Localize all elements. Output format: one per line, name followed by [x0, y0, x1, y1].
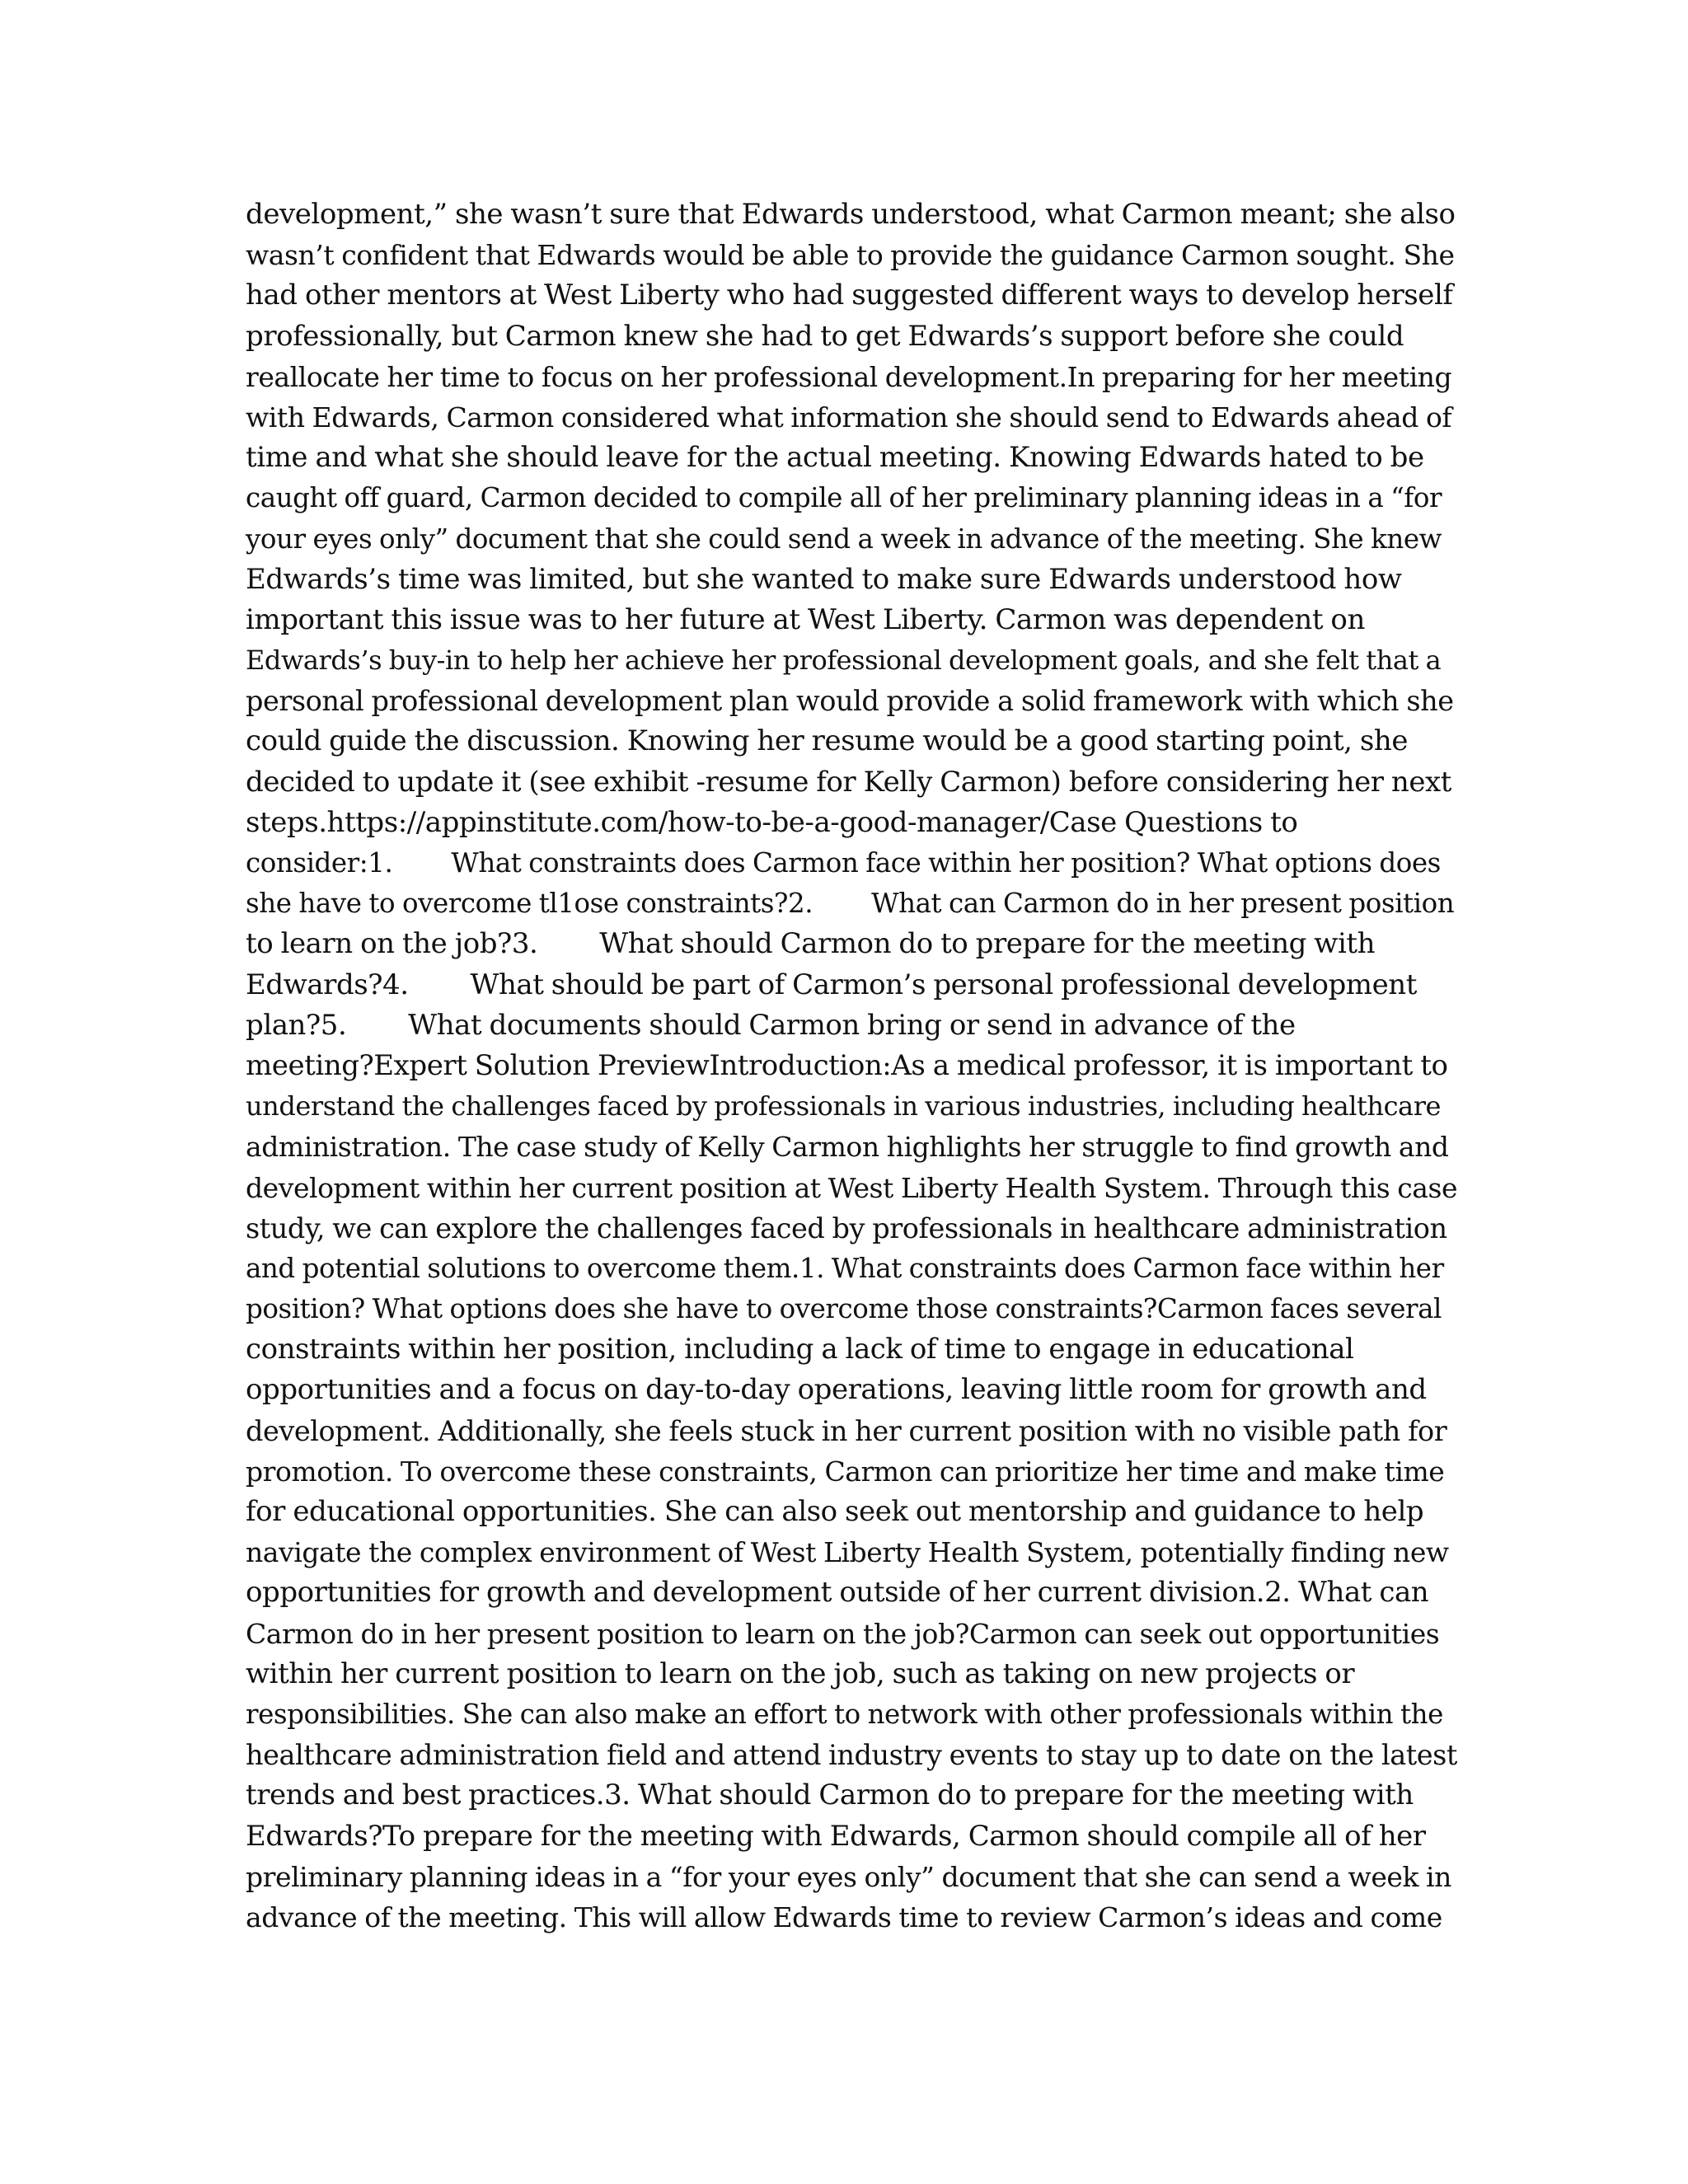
text-line: constraints within her position, including a lack of time to engage in educational — [246, 1333, 1354, 1366]
text-line: plan?5. What documents should Carmon bring or send in advance of the — [246, 1008, 1296, 1042]
text-line: healthcare administration field and attend industry events to stay up to date on the latest — [246, 1739, 1457, 1772]
text-line: to learn on the job?3. What should Carmon do to prepare for the meeting with — [246, 927, 1376, 961]
text-line: time and what she should leave for the actual meeting. Knowing Edwards hated to be — [246, 441, 1424, 475]
text-line: development within her current position at West Liberty Health System. Through this case — [246, 1171, 1458, 1204]
text-line: study, we can explore the challenges faced by professionals in healthcare administration — [246, 1212, 1447, 1244]
text-line: understand the challenges faced by professionals in various industries, including healthcare — [246, 1090, 1442, 1122]
text-line: had other mentors at West Liberty who had suggested different ways to develop herself — [246, 279, 1453, 312]
text-line: position? What options does she have to overcome those constraints?Carmon faces several — [246, 1293, 1442, 1325]
text-line: Edwards’s buy-in to help her achieve her professional development goals, and she felt that a — [246, 644, 1442, 677]
text-line: for educational opportunities. She can also seek out mentorship and guidance to help — [246, 1495, 1424, 1528]
text-line: and potential solutions to overcome them.1. What constraints does Carmon face within her — [246, 1252, 1444, 1284]
text-line: with Edwards, Carmon considered what information she should send to Edwards ahead of — [246, 401, 1452, 434]
text-line: Edwards?4. What should be part of Carmon’s personal professional development — [246, 968, 1417, 1001]
text-line: development,” she wasn’t sure that Edwards understood, what Carmon meant; she also — [246, 198, 1456, 231]
text-line: trends and best practices.3. What should Carmon do to prepare for the meeting with — [246, 1779, 1414, 1812]
text-line: development. Additionally, she feels stuck in her current position with no visible path for — [246, 1414, 1447, 1447]
text-line: Edwards?To prepare for the meeting with Edwards, Carmon should compile all of her — [246, 1819, 1426, 1853]
text-line: navigate the complex environment of West Liberty Health System, potentially finding new — [246, 1536, 1449, 1569]
text-line: administration. The case study of Kelly Carmon highlights her struggle to find growth and — [246, 1131, 1449, 1164]
text-line: opportunities and a focus on day-to-day operations, leaving little room for growth and — [246, 1373, 1427, 1407]
text-line: professionally, but Carmon knew she had to get Edwards’s support before she could — [246, 319, 1404, 353]
text-line: wasn’t confident that Edwards would be able to provide the guidance Carmon sought. She — [246, 239, 1455, 272]
text-line: opportunities for growth and development outside of her current division.2. What can — [246, 1576, 1429, 1610]
text-line: consider:1. What constraints does Carmon face within her position? What options does — [246, 847, 1441, 879]
text-line: responsibilities. She can also make an effort to network with other professionals within the — [246, 1698, 1443, 1730]
text-line: personal professional development plan would provide a solid framework with which she — [246, 685, 1454, 718]
text-line: advance of the meeting. This will allow Edwards time to review Carmon’s ideas and come — [246, 1900, 1442, 1933]
text-line: Carmon do in her present position to learn on the job?Carmon can seek out opportunities — [246, 1617, 1440, 1650]
document-body — [246, 194, 1457, 1938]
text-line: within her current position to learn on the job, such as taking on new projects or — [246, 1657, 1355, 1690]
text-line: your eyes only” document that she could send a week in advance of the meeting. She knew — [246, 523, 1442, 555]
text-line: promotion. To overcome these constraints, Carmon can prioritize her time and make time — [246, 1455, 1445, 1488]
text-line: decided to update it (see exhibit -resume for Kelly Carmon) before considering her next — [246, 765, 1451, 799]
text-line: Edwards’s time was limited, but she wanted to make sure Edwards understood how — [246, 562, 1402, 596]
text-line: preliminary planning ideas in a “for your eyes only” document that she can send a week in — [246, 1860, 1451, 1893]
text-line: she have to overcome tl1ose constraints?2. What can Carmon do in her present position — [246, 888, 1455, 920]
text-line: reallocate her time to focus on her professional development.In preparing for her meeting — [246, 360, 1452, 393]
text-line: caught off guard, Carmon decided to compile all of her preliminary planning ideas in a “for — [246, 482, 1442, 514]
text-line: steps.https://appinstitute.com/how-to-be-a-good-manager/Case Questions to — [246, 805, 1298, 839]
text-line: important this issue was to her future at West Liberty. Carmon was dependent on — [246, 602, 1365, 636]
text-line: meeting?Expert Solution PreviewIntroduction:As a medical professor, it is important to — [246, 1048, 1448, 1082]
text-line: could guide the discussion. Knowing her resume would be a good starting point, she — [246, 724, 1408, 758]
